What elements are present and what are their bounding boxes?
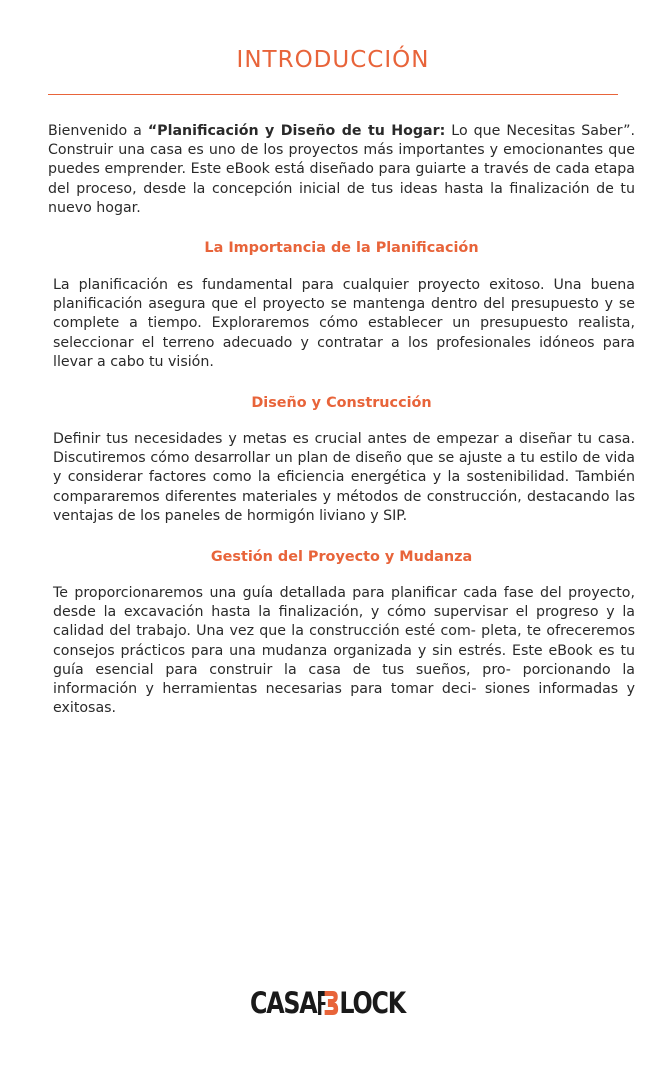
title-divider [48, 94, 618, 95]
intro-prefix: Bienvenido a [48, 123, 148, 139]
intro-rest: Lo que Necesitas Saber”. Construir una casa es uno de los proyectos más importantes y emocionantes que puedes emprender. Este eBook está diseñado para guiarte a través de cada etapa del proceso, desde la concepción inicial de tus ideas hasta la finalización de tu nuevo hogar. [48, 123, 635, 216]
section-title-design: Diseño y Construcción [251, 395, 432, 412]
intro-book-title: “Planificación y Diseño de tu Hogar: [147, 123, 446, 139]
section-body-management: Te proporcionaremos una guía detallada para planificar cada fase del proyecto, desde la excavación hasta la finalización, y cómo supervisar el progreso y la calidad del trabajo. Una vez que la construcción esté com- pleta, te ofreceremos consejos prácticos para una mudanza organizada y sin estrés. Este eBook es tu guía esencial para construir la casa de tus sueños, pro- porcionando la información y herramientas necesarias para tomar deci- siones informadas y exitosas. [53, 585, 635, 717]
logo-b-mark-icon [317, 988, 338, 1018]
casablock-logo [250, 986, 405, 1020]
page-title: INTRODUCCIÓN [236, 47, 430, 73]
section-title-management: Gestión del Proyecto y Mudanza [210, 549, 473, 566]
logo-text-left: CASA [250, 986, 317, 1020]
section-body-design: Definir tus necesidades y metas es crucial antes de empezar a diseñar tu casa. Discutiremos cómo desarrollar un plan de diseño que se ajuste a tu estilo de vida y considerar factores como la eficiencia energética y la sostenibilidad. También compararemos diferentes materiales y métodos de construcción, destacando las ventajas de los paneles de hormigón liviano y SIP. [53, 431, 635, 524]
intro-paragraph [48, 122, 635, 218]
section-title-planning: La Importancia de la Planificación [204, 240, 479, 257]
logo-text-right: LOCK [339, 986, 405, 1020]
section-body-planning: La planificación es fundamental para cualquier proyecto exitoso. Una buena planificación asegura que el proyecto se mantenga dentro del presupuesto y se complete a tiempo. Exploraremos cómo establecer un presupuesto realista, seleccionar el terreno adecuado y contratar a los profesionales idóneos para llevar a cabo tu visión. [53, 277, 635, 370]
document-body [48, 122, 635, 718]
